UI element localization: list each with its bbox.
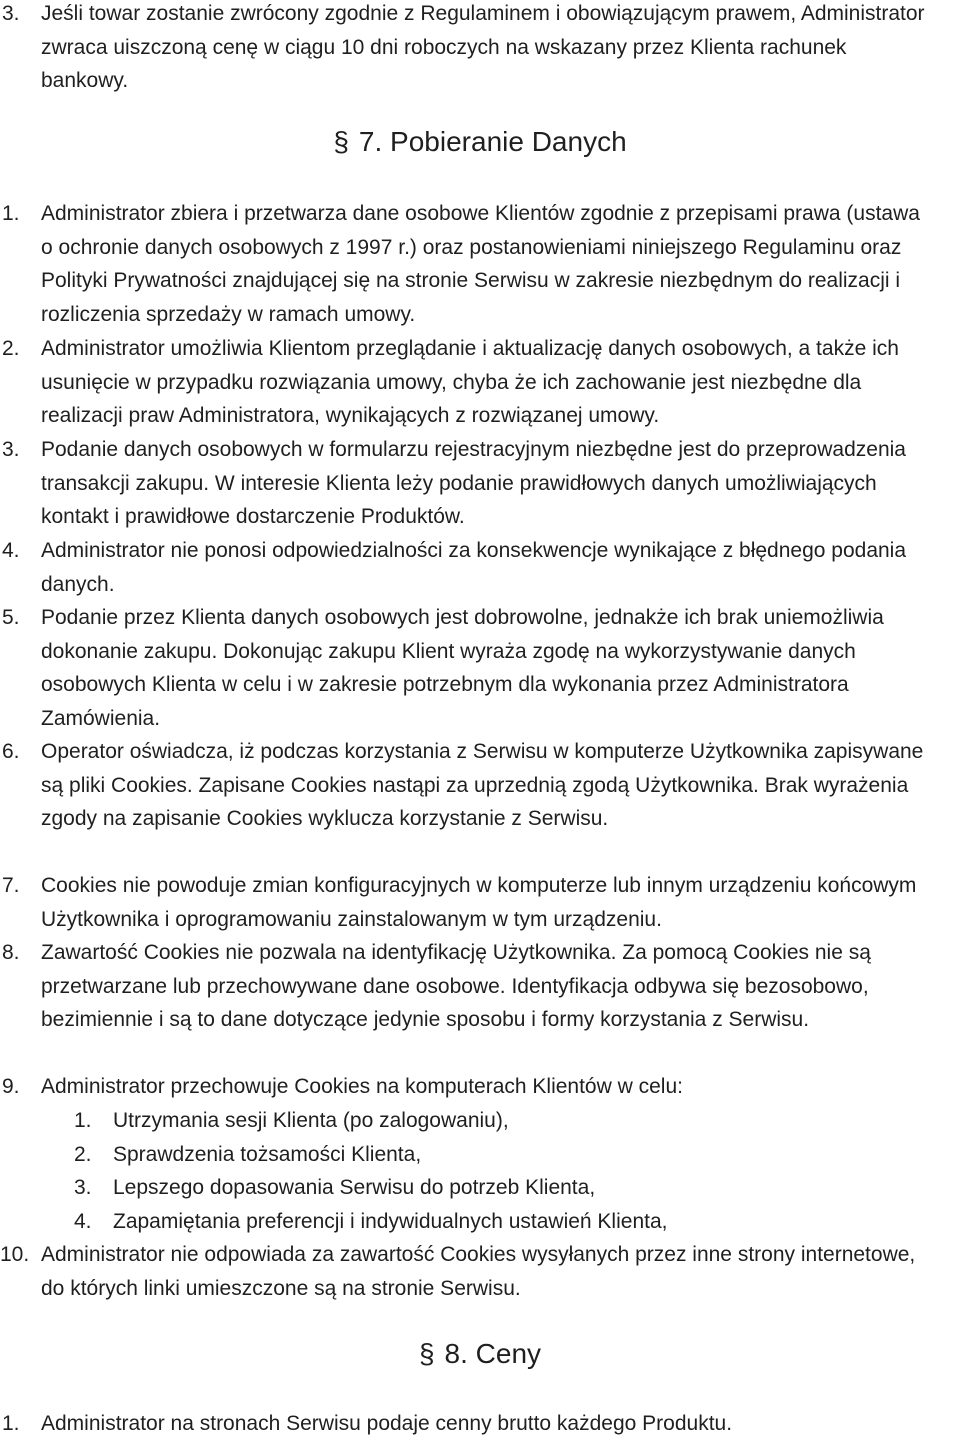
list-item: [0, 1238, 930, 1305]
list-item-text: Administrator na stronach Serwisu podaje cenny brutto każdego Produktu.: [41, 1412, 733, 1435]
section-heading-8: [0, 1336, 960, 1372]
sub-list-item: [0, 1205, 930, 1239]
list-item-text: Administrator umożliwia Klientom przeglądanie i aktualizację danych osobowych, a także ich usunięcie w przypadku rozwiązania umowy, chyba że ich zachowanie jest niezbędne dla realizacji praw Administratora, wynikających z rozwiązanej umowy.: [41, 337, 899, 428]
list-item: [0, 534, 930, 601]
list-item-number: 1.: [2, 202, 20, 225]
list-item: [0, 735, 930, 836]
section-sign: §: [418, 1338, 435, 1369]
list-item-number: 1.: [2, 1412, 20, 1435]
list-item: [0, 601, 930, 735]
list-item-text: Cookies nie powoduje zmian konfiguracyjnych w komputerze lub innym urządzeniu końcowym Użytkownika i oprogramowaniu zainstalowanym w tym urządzeniu.: [41, 874, 917, 931]
sub-list-item-number: 2.: [74, 1143, 92, 1166]
list-item-number: 2.: [2, 337, 20, 360]
list-item-text: Administrator nie ponosi odpowiedzialności za konsekwencje wynikające z błędnego podania danych.: [41, 539, 907, 596]
list-item-number: 10.: [0, 1243, 30, 1266]
list-item: [0, 0, 930, 98]
list-item: [0, 1407, 930, 1441]
section-heading-7: [0, 124, 960, 160]
section-title: 7. Pobieranie Danych: [358, 126, 627, 157]
sub-list-item-text: Sprawdzenia tożsamości Klienta,: [113, 1143, 422, 1166]
list-item: [0, 433, 930, 534]
list-item-text: Podanie danych osobowych w formularzu rejestracyjnym niezbędne jest do przeprowadzenia transakcji zakupu. W interesie Klienta leży podanie prawidłowych danych umożliwiających kontakt i prawidłowe dostarczenie Produktów.: [41, 438, 906, 529]
sub-list-item-number: 1.: [74, 1109, 92, 1132]
sub-list-item-text: Lepszego dopasowania Serwisu do potrzeb Klienta,: [113, 1176, 596, 1199]
sub-list-item-number: 4.: [74, 1210, 92, 1233]
list-item-text: Podanie przez Klienta danych osobowych jest dobrowolne, jednakże ich brak uniemożliwia dokonanie zakupu. Dokonując zakupu Klient wyraża zgodę na wykorzystywanie danych osobowych Klienta w celu i w zakresie potrzebnym dla wykonania przez Administratora Zamówienia.: [41, 606, 884, 730]
sub-list-item-number: 3.: [74, 1176, 92, 1199]
list-item-number: 3.: [2, 438, 20, 461]
list-item-text: Administrator nie odpowiada za zawartość Cookies wysyłanych przez inne strony internetowe, do których linki umieszczone są na stronie Serwisu.: [41, 1243, 916, 1300]
list-item-number: 8.: [2, 941, 20, 964]
list-item-number: 7.: [2, 874, 20, 897]
list-item-text: Zawartość Cookies nie pozwala na identyfikację Użytkownika. Za pomocą Cookies nie są przetwarzane lub przechowywane dane osobowe. Identyfikacja odbywa się bezosobowo, bezimiennie i są to dane dotyczące jedynie sposobu i formy korzystania z Serwisu.: [41, 941, 871, 1032]
sub-list-item: [0, 1138, 930, 1172]
section-sign: §: [333, 126, 349, 157]
list-item-text: Operator oświadcza, iż podczas korzystania z Serwisu w komputerze Użytkownika zapisywane są pliki Cookies. Zapisane Cookies nastąpi za uprzednią zgodą Użytkownika. Brak wyrażenia zgody na zapisanie Cookies wyklucza korzystanie z Serwisu.: [41, 740, 924, 831]
sub-list-item: [0, 1171, 930, 1205]
list-item-number: 5.: [2, 606, 20, 629]
list-item-number: 3.: [2, 2, 20, 25]
list-item-text: Jeśli towar zostanie zwrócony zgodnie z Regulaminem i obowiązującym prawem, Administrator zwraca uiszczoną cenę w ciągu 10 dni roboczych na wskazany przez Klienta rachunek bankowy.: [41, 2, 925, 93]
list-item-number: 4.: [2, 539, 20, 562]
list-item-text: Administrator zbiera i przetwarza dane osobowe Klientów zgodnie z przepisami prawa (ustawa o ochronie danych osobowych z 1997 r.) oraz postanowieniami niniejszego Regulaminu oraz Polityki Prywatności znajdującej się na stronie Serwisu w zakresie niezbędnym do realizacji i rozliczenia sprzedaży w ramach umowy.: [41, 202, 920, 326]
list-item-number: 6.: [2, 740, 20, 763]
list-item-text: Administrator przechowuje Cookies na komputerach Klientów w celu:: [41, 1075, 683, 1098]
list-item: [0, 869, 930, 936]
list-item-number: 9.: [2, 1075, 20, 1098]
list-item: [0, 1070, 930, 1104]
sub-list-item: [0, 1104, 930, 1138]
section-title: 8. Ceny: [444, 1338, 542, 1369]
list-item: [0, 197, 930, 331]
list-item: [0, 332, 930, 433]
sub-list-item-text: Zapamiętania preferencji i indywidualnych ustawień Klienta,: [113, 1210, 668, 1233]
list-item: [0, 936, 930, 1037]
sub-list-item-text: Utrzymania sesji Klienta (po zalogowaniu),: [113, 1109, 509, 1132]
